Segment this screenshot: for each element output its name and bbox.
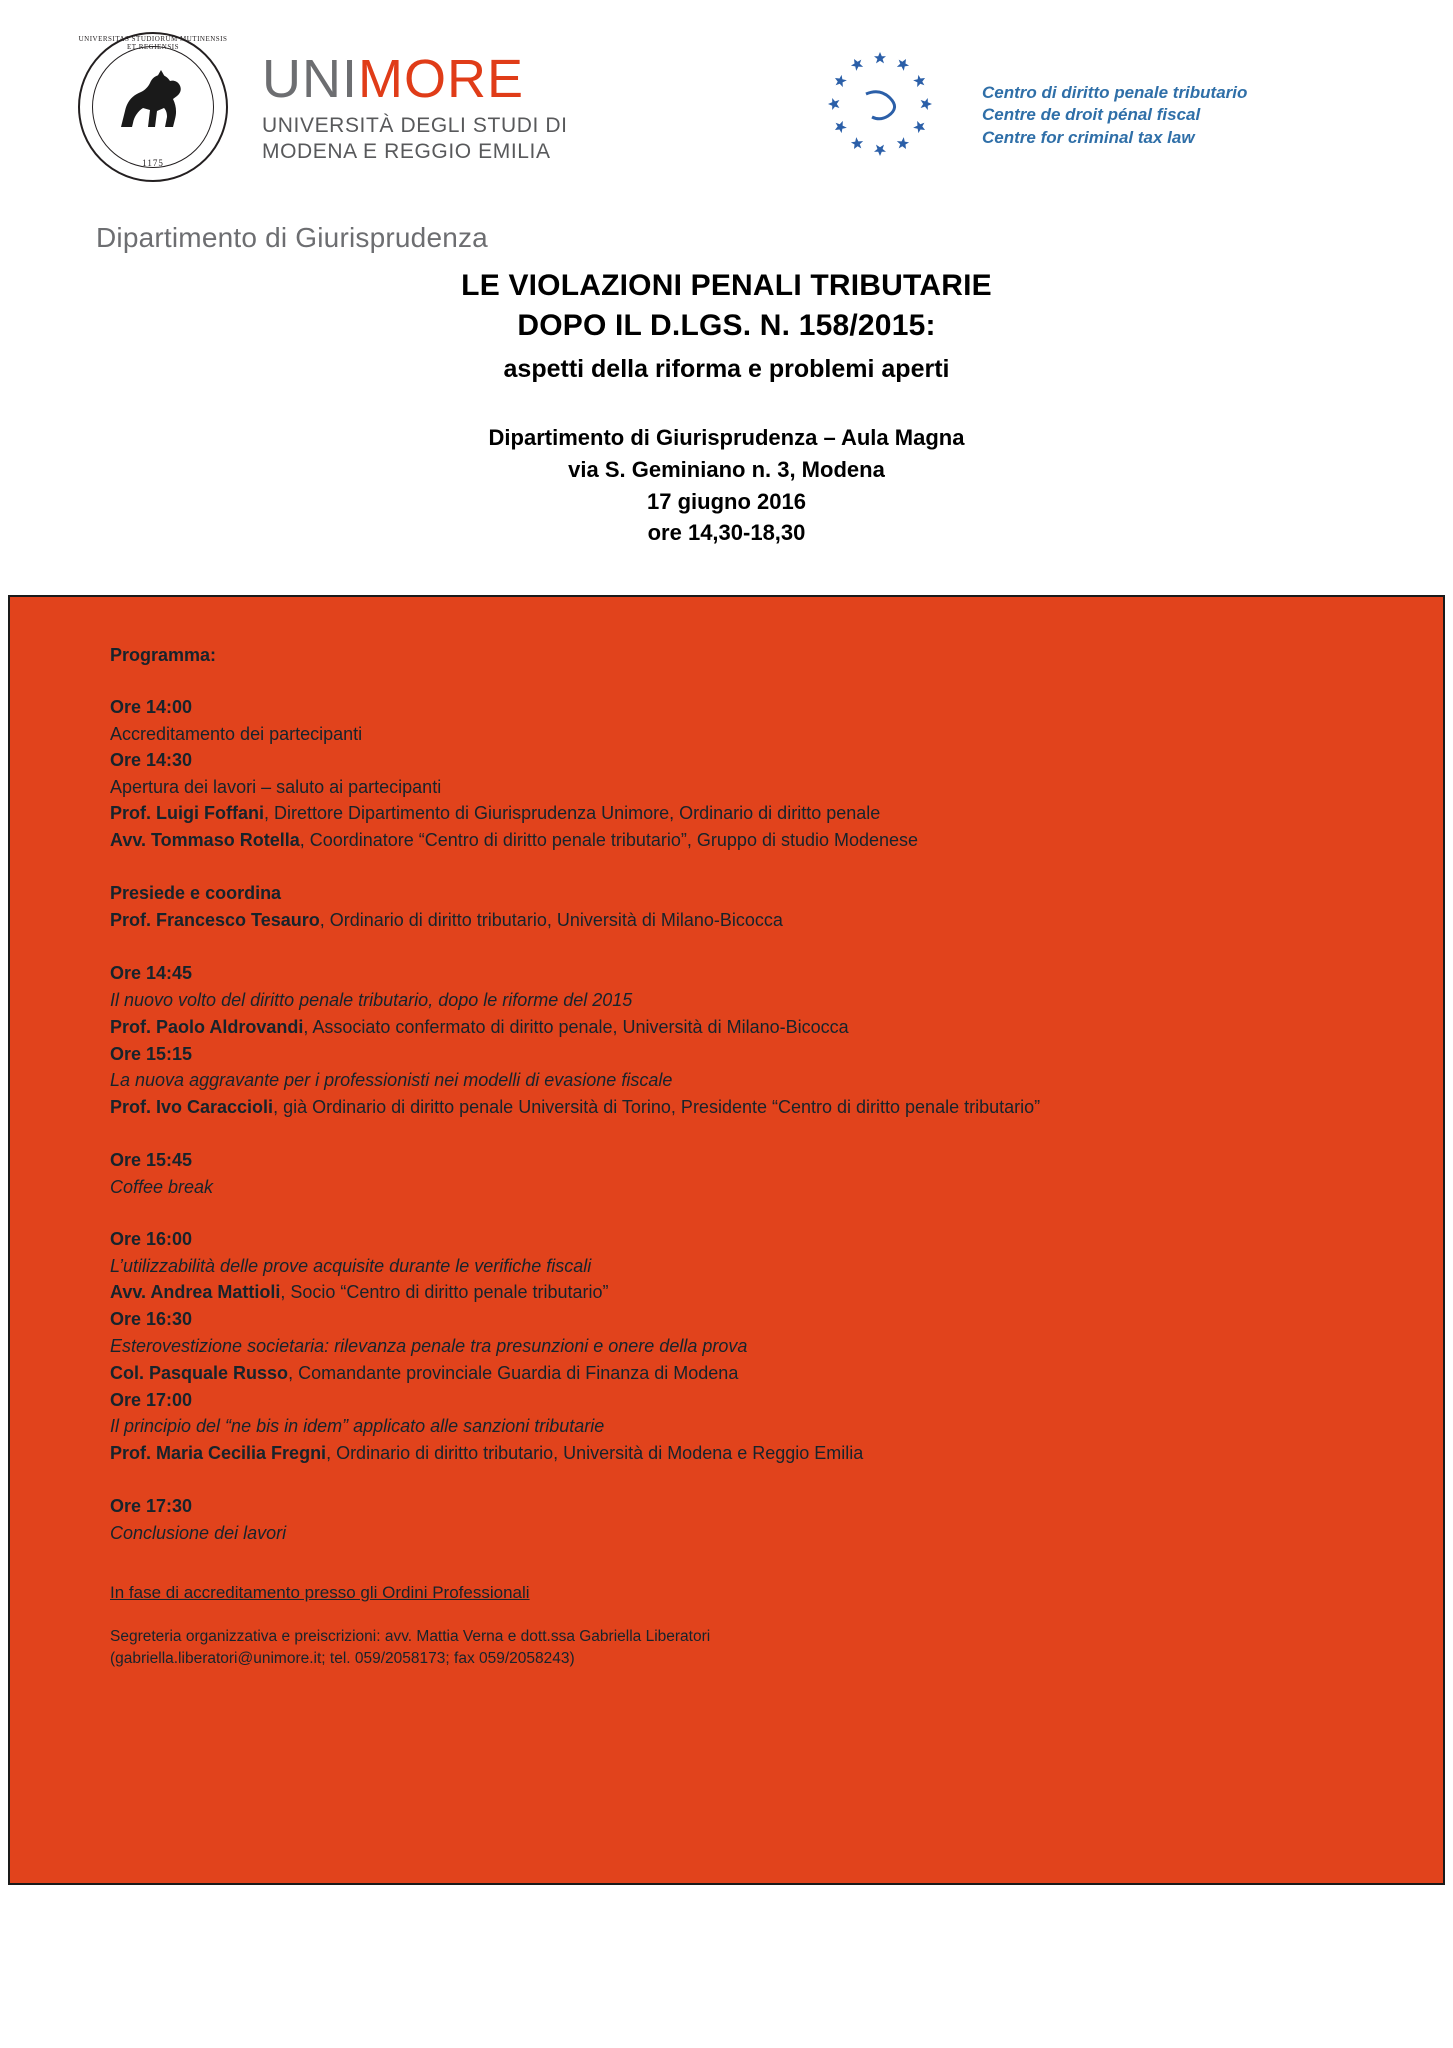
unimore-subtitle [262, 113, 568, 166]
chair-role: , Ordinario di diritto tributario, Università di Milano-Bicocca [319, 910, 783, 931]
opening-speaker-name: Prof. Luigi Foffani [110, 803, 264, 824]
session-speaker-name: Col. Pasquale Russo [110, 1362, 289, 1383]
program-item-time: Ore 14:00 [110, 696, 193, 717]
program-item-time: Ore 14:30 [110, 750, 193, 771]
session-item [110, 1041, 1343, 1121]
closing-title: Conclusione dei lavori [110, 1522, 287, 1543]
seal-motto-text: UNIVERSITAS STUDIORUM MUTINENSIS ET REGIENSIS [78, 35, 228, 51]
program-item [110, 694, 1343, 747]
venue-line-1: Dipartimento di Giurisprudenza – Aula Magna [488, 425, 965, 451]
unimore-subtitle-line2: MODENA E REGGIO EMILIA [262, 140, 551, 164]
session-title: Il nuovo volto del diritto penale tributario, dopo le riforme del 2015 [110, 990, 633, 1010]
session-speaker [110, 1094, 1343, 1121]
title-subtitle: aspetti della riforma e problemi aperti [503, 355, 950, 384]
secretariat-line-2: (gabriella.liberatori@unimore.it; tel. 059/2058173; fax 059/2058243) [110, 1650, 575, 1668]
session-time: Ore 16:30 [110, 1309, 193, 1330]
session-speaker [110, 1440, 1343, 1467]
session-speaker-name: Prof. Paolo Aldrovandi [110, 1016, 304, 1037]
centre-name-en: Centre for criminal tax law [982, 127, 1195, 147]
session-title: L’utilizzabilità delle prove acquisite durante le verifiche fiscali [110, 1255, 592, 1276]
session-speaker-name: Avv. Andrea Mattioli [110, 1282, 281, 1303]
unimore-subtitle-line1: UNIVERSITÀ DEGLI STUDI DI [262, 114, 568, 137]
secretariat-line-1: Segreteria organizzativa e preiscrizioni: avv. Mattia Verna e dott.ssa Gabriella Liberatori [110, 1627, 711, 1645]
closing-time: Ore 17:30 [110, 1495, 193, 1516]
opening-speaker [110, 800, 1343, 827]
poster-title-block [0, 266, 1453, 384]
session-item [110, 1226, 1343, 1306]
session-speaker-role: , già Ordinario di diritto penale Università di Torino, Presidente “Centro di diritto penale tributario” [273, 1096, 1041, 1117]
session-time: Ore 14:45 [110, 963, 193, 984]
session-time: Ore 17:00 [110, 1389, 193, 1410]
session-time: Ore 15:15 [110, 1043, 193, 1064]
centre-name-block [982, 82, 1247, 149]
venue-date: 17 giugno 2016 [647, 488, 806, 514]
coffee-break-time: Ore 15:45 [110, 1149, 193, 1170]
session-title: Il principio del “ne bis in idem” applicato alle sanzioni tributarie [110, 1416, 605, 1437]
session-speaker [110, 1014, 1343, 1041]
coffee-break-item [110, 1147, 1343, 1200]
venue-block [0, 422, 1453, 549]
accreditation-note: In fase di accreditamento presso gli Ordini Professionali [110, 1583, 530, 1603]
closing-item [110, 1493, 1343, 1546]
title-line-2: DOPO IL D.LGS. N. 158/2015: [517, 308, 936, 342]
centre-name-fr: Centre de droit pénal fiscal [982, 105, 1201, 125]
session-speaker-name: Prof. Maria Cecilia Fregni [110, 1442, 327, 1463]
unimore-logo [262, 49, 568, 166]
session-speaker-name: Prof. Ivo Caraccioli [110, 1096, 274, 1117]
opening-speaker-name: Avv. Tommaso Rotella [110, 830, 300, 851]
department-name: Dipartimento di Giurisprudenza [96, 222, 488, 253]
seal-horse-icon [107, 67, 199, 137]
session-speaker-role: , Associato confermato di diritto penale, Università di Milano-Bicocca [303, 1016, 849, 1037]
session-item [110, 1387, 1343, 1467]
seal-year-text: 1175 [142, 158, 164, 168]
opening-speaker-role: , Direttore Dipartimento di Giurisprudenza Unimore, Ordinario di diritto penale [263, 803, 881, 824]
session-time: Ore 16:00 [110, 1229, 193, 1250]
coffee-break-title: Coffee break [110, 1176, 214, 1197]
spacer [110, 934, 1343, 960]
session-speaker [110, 1279, 1343, 1306]
program-heading: Programma: [110, 644, 217, 665]
session-item [110, 1306, 1343, 1386]
session-title: La nuova aggravante per i professionisti nei modelli di evasione fiscale [110, 1070, 673, 1091]
opening-speaker-role: , Coordinatore “Centro di diritto penale tributario”, Gruppo di studio Modenese [299, 830, 919, 851]
secretariat-block [110, 1626, 1343, 1671]
centre-name-it: Centro di diritto penale tributario [982, 83, 1248, 102]
session-speaker [110, 1360, 1343, 1387]
venue-line-2: via S. Geminiano n. 3, Modena [568, 456, 885, 482]
program-item [110, 747, 1343, 800]
session-speaker-role: , Comandante provinciale Guardia di Finanza di Modena [288, 1362, 739, 1383]
session-speaker-role: , Ordinario di diritto tributario, Università di Modena e Reggio Emilia [326, 1442, 864, 1463]
spacer [110, 1121, 1343, 1147]
program-item-desc: Accreditamento dei partecipanti [110, 723, 363, 744]
opening-speaker [110, 827, 1343, 854]
poster-header [0, 0, 1453, 253]
program-panel [8, 595, 1445, 1885]
title-line-1: LE VIOLAZIONI PENALI TRIBUTARIE [461, 269, 992, 302]
unimore-wordmark [262, 49, 568, 109]
chair-label: Presiede e coordina [110, 883, 282, 904]
session-title: Esterovestizione societaria: rilevanza penale tra presunzioni e onere della prova [110, 1336, 748, 1356]
chair-person [110, 907, 1343, 934]
session-item [110, 960, 1343, 1040]
program-item-desc: Apertura dei lavori – saluto ai partecipanti [110, 776, 442, 797]
unimore-word-part1: UNI [262, 49, 358, 109]
eu-stars-icon [780, 48, 980, 160]
spacer [110, 1200, 1343, 1226]
unimore-word-part2: MORE [358, 49, 524, 109]
session-speaker-role: , Socio “Centro di diritto penale tributario” [280, 1282, 609, 1303]
seal-inner-ring [92, 46, 214, 168]
spacer [110, 1467, 1343, 1493]
university-seal-icon [78, 32, 230, 184]
spacer [110, 854, 1343, 880]
venue-time: ore 14,30-18,30 [647, 520, 806, 546]
chair-name: Prof. Francesco Tesauro [110, 910, 320, 931]
